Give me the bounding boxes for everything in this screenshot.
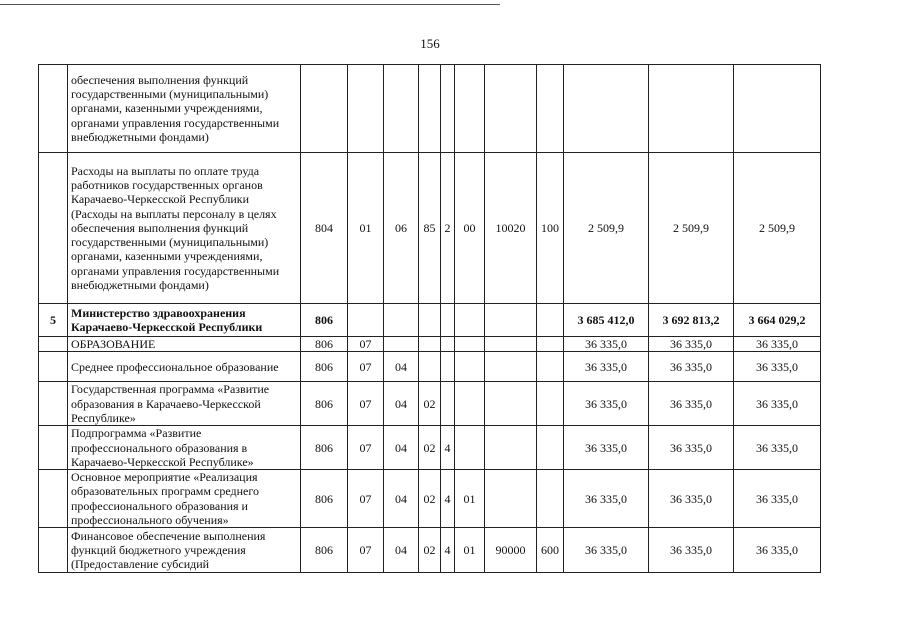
sum-year-3: 36 335,0 xyxy=(734,337,821,352)
sum-year-1: 36 335,0 xyxy=(564,382,649,426)
code-event xyxy=(455,382,485,426)
sum-year-3: 36 335,0 xyxy=(734,426,821,470)
table-row xyxy=(39,337,821,352)
code-program xyxy=(419,352,441,382)
table-row xyxy=(39,304,821,337)
code-section: 07 xyxy=(348,352,384,382)
code-direction xyxy=(485,304,537,337)
code-expense-type xyxy=(537,65,564,153)
table-row xyxy=(39,153,821,304)
page-number: 156 xyxy=(420,36,440,51)
code-subsection: 04 xyxy=(384,470,419,528)
code-subsection: 04 xyxy=(384,426,419,470)
row-description: ОБРАЗОВАНИЕ xyxy=(68,337,301,352)
row-description: Финансовое обеспечение выполнения функций бюджетного учреждения (Предоставление субсидий xyxy=(68,528,301,573)
sum-year-2: 36 335,0 xyxy=(649,352,734,382)
sum-year-2 xyxy=(649,65,734,153)
code-ved xyxy=(301,65,348,153)
sum-year-3: 3 664 029,2 xyxy=(734,304,821,337)
code-subprogram xyxy=(441,65,455,153)
table-row xyxy=(39,352,821,382)
code-ved: 806 xyxy=(301,304,348,337)
code-event xyxy=(455,352,485,382)
row-description: Министерство здравоохранения Карачаево-Черкесской Республики xyxy=(68,304,301,337)
sum-year-2: 2 509,9 xyxy=(649,153,734,304)
code-section: 07 xyxy=(348,528,384,573)
code-event: 01 xyxy=(455,528,485,573)
code-subsection: 06 xyxy=(384,153,419,304)
code-expense-type xyxy=(537,337,564,352)
code-subsection xyxy=(384,304,419,337)
sum-year-3: 36 335,0 xyxy=(734,382,821,426)
code-subsection: 04 xyxy=(384,352,419,382)
code-subsection: 04 xyxy=(384,528,419,573)
row-number xyxy=(39,65,68,153)
sum-year-2: 36 335,0 xyxy=(649,470,734,528)
code-subprogram xyxy=(441,382,455,426)
code-expense-type: 100 xyxy=(537,153,564,304)
row-description: Расходы на выплаты по оплате труда работников государственных органов Карачаево-Черкесской Республики (Расходы на выплаты персоналу в целях обеспечения выполнения функций государственными (муниципальными) органами, казенными учреждениями, органами управления государственными внебюджетными фондами) xyxy=(68,153,301,304)
code-program: 85 xyxy=(419,153,441,304)
row-description: Среднее профессиональное образование xyxy=(68,352,301,382)
code-program: 02 xyxy=(419,528,441,573)
code-section: 07 xyxy=(348,337,384,352)
code-direction: 90000 xyxy=(485,528,537,573)
code-program xyxy=(419,337,441,352)
row-description: Основное мероприятие «Реализация образовательных программ среднего профессионального образования и профессионального обучения» xyxy=(68,470,301,528)
row-description: Подпрограмма «Развитие профессионального образования в Карачаево-Черкесской Республике» xyxy=(68,426,301,470)
code-subprogram xyxy=(441,304,455,337)
code-direction xyxy=(485,382,537,426)
table-row xyxy=(39,470,821,528)
code-direction xyxy=(485,352,537,382)
table-row xyxy=(39,382,821,426)
sum-year-3: 36 335,0 xyxy=(734,528,821,573)
code-section: 07 xyxy=(348,470,384,528)
code-ved: 806 xyxy=(301,382,348,426)
code-subsection: 04 xyxy=(384,382,419,426)
code-program: 02 xyxy=(419,382,441,426)
code-subprogram xyxy=(441,337,455,352)
code-event xyxy=(455,304,485,337)
sum-year-3: 36 335,0 xyxy=(734,352,821,382)
code-subprogram: 4 xyxy=(441,470,455,528)
code-program: 02 xyxy=(419,426,441,470)
code-section: 07 xyxy=(348,426,384,470)
code-program: 02 xyxy=(419,470,441,528)
code-ved: 806 xyxy=(301,528,348,573)
code-ved: 806 xyxy=(301,337,348,352)
row-description: Государственная программа «Развитие образования в Карачаево-Черкесской Республике» xyxy=(68,382,301,426)
code-ved: 806 xyxy=(301,426,348,470)
code-expense-type xyxy=(537,352,564,382)
sum-year-2: 36 335,0 xyxy=(649,382,734,426)
row-number xyxy=(39,153,68,304)
code-event: 00 xyxy=(455,153,485,304)
sum-year-1: 36 335,0 xyxy=(564,426,649,470)
code-direction xyxy=(485,65,537,153)
code-section xyxy=(348,304,384,337)
code-section xyxy=(348,65,384,153)
code-subprogram: 4 xyxy=(441,426,455,470)
sum-year-3: 36 335,0 xyxy=(734,470,821,528)
code-section: 01 xyxy=(348,153,384,304)
sum-year-2: 36 335,0 xyxy=(649,337,734,352)
code-event xyxy=(455,426,485,470)
code-expense-type xyxy=(537,304,564,337)
sum-year-1: 36 335,0 xyxy=(564,337,649,352)
row-number xyxy=(39,352,68,382)
sum-year-1: 36 335,0 xyxy=(564,470,649,528)
sum-year-3: 2 509,9 xyxy=(734,153,821,304)
sum-year-1: 36 335,0 xyxy=(564,528,649,573)
sum-year-3 xyxy=(734,65,821,153)
row-number xyxy=(39,528,68,573)
sum-year-2: 36 335,0 xyxy=(649,528,734,573)
code-ved: 804 xyxy=(301,153,348,304)
code-direction xyxy=(485,337,537,352)
code-ved: 806 xyxy=(301,352,348,382)
code-event xyxy=(455,65,485,153)
sum-year-1: 3 685 412,0 xyxy=(564,304,649,337)
code-direction xyxy=(485,470,537,528)
top-rule xyxy=(0,4,500,5)
code-program xyxy=(419,304,441,337)
code-section: 07 xyxy=(348,382,384,426)
code-expense-type xyxy=(537,470,564,528)
code-subprogram: 2 xyxy=(441,153,455,304)
code-direction xyxy=(485,426,537,470)
code-subsection xyxy=(384,337,419,352)
row-description: обеспечения выполнения функций государственными (муниципальными) органами, казенными учреждениями, органами управления государственными внебюджетными фондами) xyxy=(68,65,301,153)
code-direction: 10020 xyxy=(485,153,537,304)
code-expense-type xyxy=(537,426,564,470)
sum-year-2: 3 692 813,2 xyxy=(649,304,734,337)
code-subsection xyxy=(384,65,419,153)
sum-year-1 xyxy=(564,65,649,153)
code-program xyxy=(419,65,441,153)
code-subprogram: 4 xyxy=(441,528,455,573)
code-subprogram xyxy=(441,352,455,382)
table-row xyxy=(39,528,821,573)
sum-year-1: 2 509,9 xyxy=(564,153,649,304)
row-number xyxy=(39,382,68,426)
sum-year-1: 36 335,0 xyxy=(564,352,649,382)
row-number: 5 xyxy=(39,304,68,337)
table-row xyxy=(39,426,821,470)
budget-table xyxy=(38,64,821,573)
row-number xyxy=(39,470,68,528)
code-expense-type: 600 xyxy=(537,528,564,573)
code-ved: 806 xyxy=(301,470,348,528)
sum-year-2: 36 335,0 xyxy=(649,426,734,470)
table-row xyxy=(39,65,821,153)
code-expense-type xyxy=(537,382,564,426)
row-number xyxy=(39,337,68,352)
row-number xyxy=(39,426,68,470)
code-event: 01 xyxy=(455,470,485,528)
code-event xyxy=(455,337,485,352)
